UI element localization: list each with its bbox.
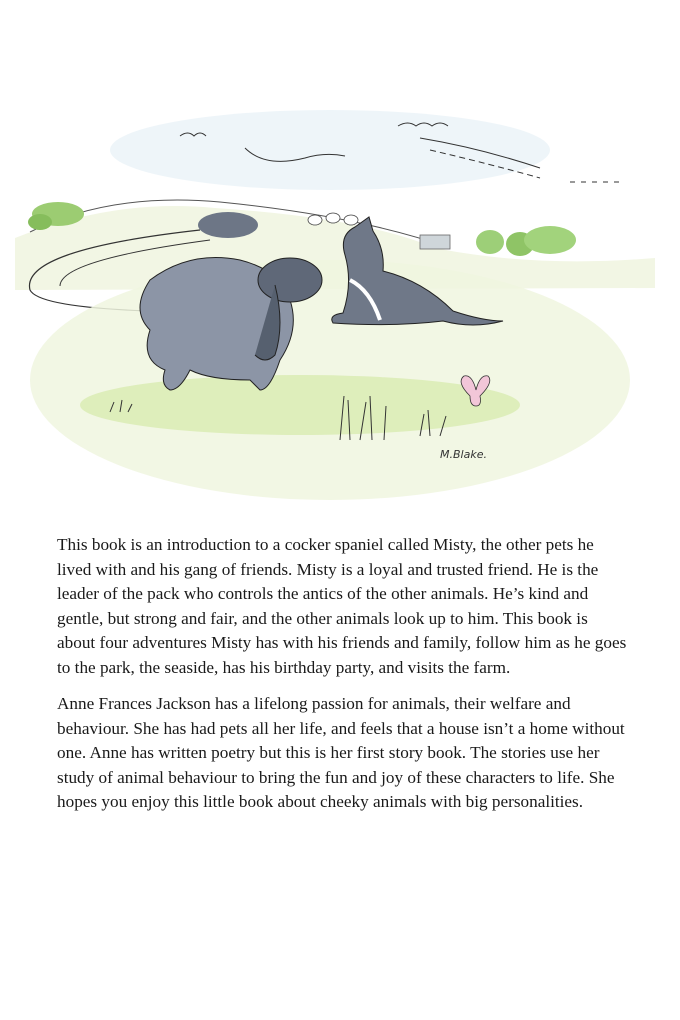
intro-text: [57, 533, 627, 827]
paragraph-author-bio: Anne Frances Jackson has a lifelong passion for animals, their welfare and behaviour. She has had pets all her life, and feels that a house isn’t a home without one. Anne has written poetry but this is her first story book. The stories use her study of animal behaviour to bring the fun and joy of these characters to life. She hopes you enjoy this little book about cheeky animals with big personalities.: [57, 694, 625, 811]
paragraph-book-intro: This book is an introduction to a cocker spaniel called Misty, the other pets he lived with and his gang of friends. Misty is a loyal and trusted friend. He is the leader of the pack who controls the antics of the other animals. He’s kind and gentle, but strong and fair, and the other animals look up to him. This book is about four adventures Misty has with his friends and family, follow him as he goes to the park, the seaside, has his birthday party, and visits the farm.: [57, 535, 627, 677]
artist-signature: M.Blake.: [440, 448, 487, 461]
watercolor-illustration: [0, 80, 680, 500]
